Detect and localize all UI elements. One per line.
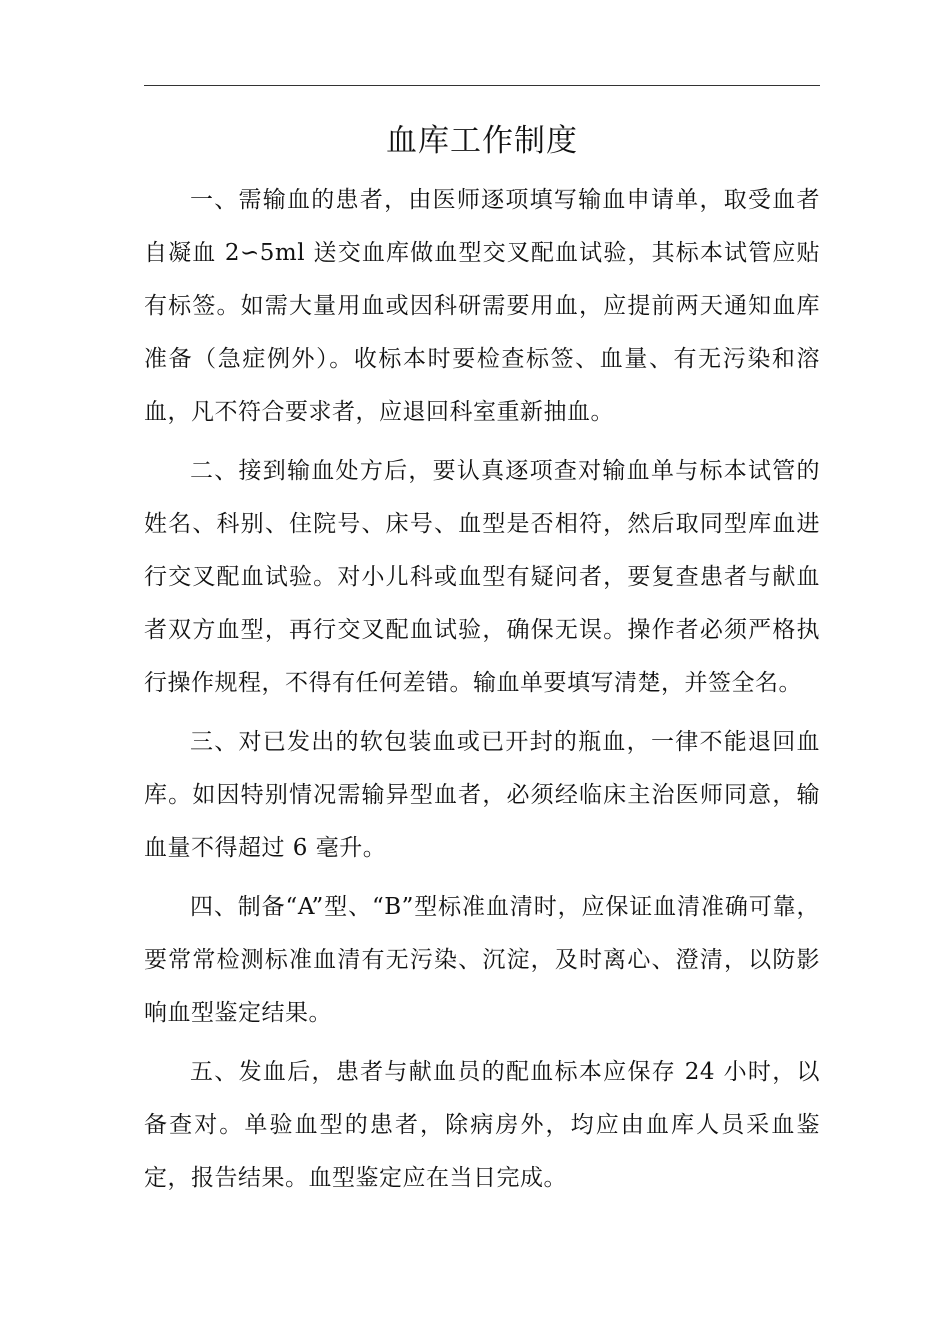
paragraph-5: 五、发血后，患者与献血员的配血标本应保存 24 小时，以备查对。单验血型的患者，除病房外，均应由血库人员采血鉴定，报告结果。血型鉴定应在当日完成。 <box>144 1059 820 1191</box>
paragraph-2: 二、接到输血处方后，要认真逐项查对输血单与标本试管的姓名、科别、住院号、床号、血型是否相符，然后取同型库血进行交叉配血试验。对小儿科或血型有疑问者，要复查患者与献血者双方血型，再行交叉配血试验，确保无误。操作者必须严格执行操作规程，不得有任何差错。输血单要填写清楚，并签全名。 <box>144 458 820 696</box>
paragraph-3: 三、对已发出的软包装血或已开封的瓶血，一律不能退回血库。如因特别情况需输异型血者，必须经临床主治医师同意，输血量不得超过 6 毫升。 <box>144 729 820 861</box>
document-body <box>144 174 820 1211</box>
paragraph-4: 四、制备“A”型、“B”型标准血清时，应保证血清准确可靠，要常常检测标准血清有无污染、沉淀，及时离心、澄清，以防影响血型鉴定结果。 <box>144 894 820 1026</box>
paragraph-1: 一、需输血的患者，由医师逐项填写输血申请单，取受血者自凝血 2∽5ml 送交血库做血型交叉配血试验，其标本试管应贴有标签。如需大量用血或因科研需要用血，应提前两天通知血库准备（急症例外）。收标本时要检查标签、血量、有无污染和溶血，凡不符合要求者，应退回科室重新抽血。 <box>144 187 820 425</box>
document-title: 血库工作制度 <box>386 123 578 159</box>
header-rule <box>144 85 820 86</box>
